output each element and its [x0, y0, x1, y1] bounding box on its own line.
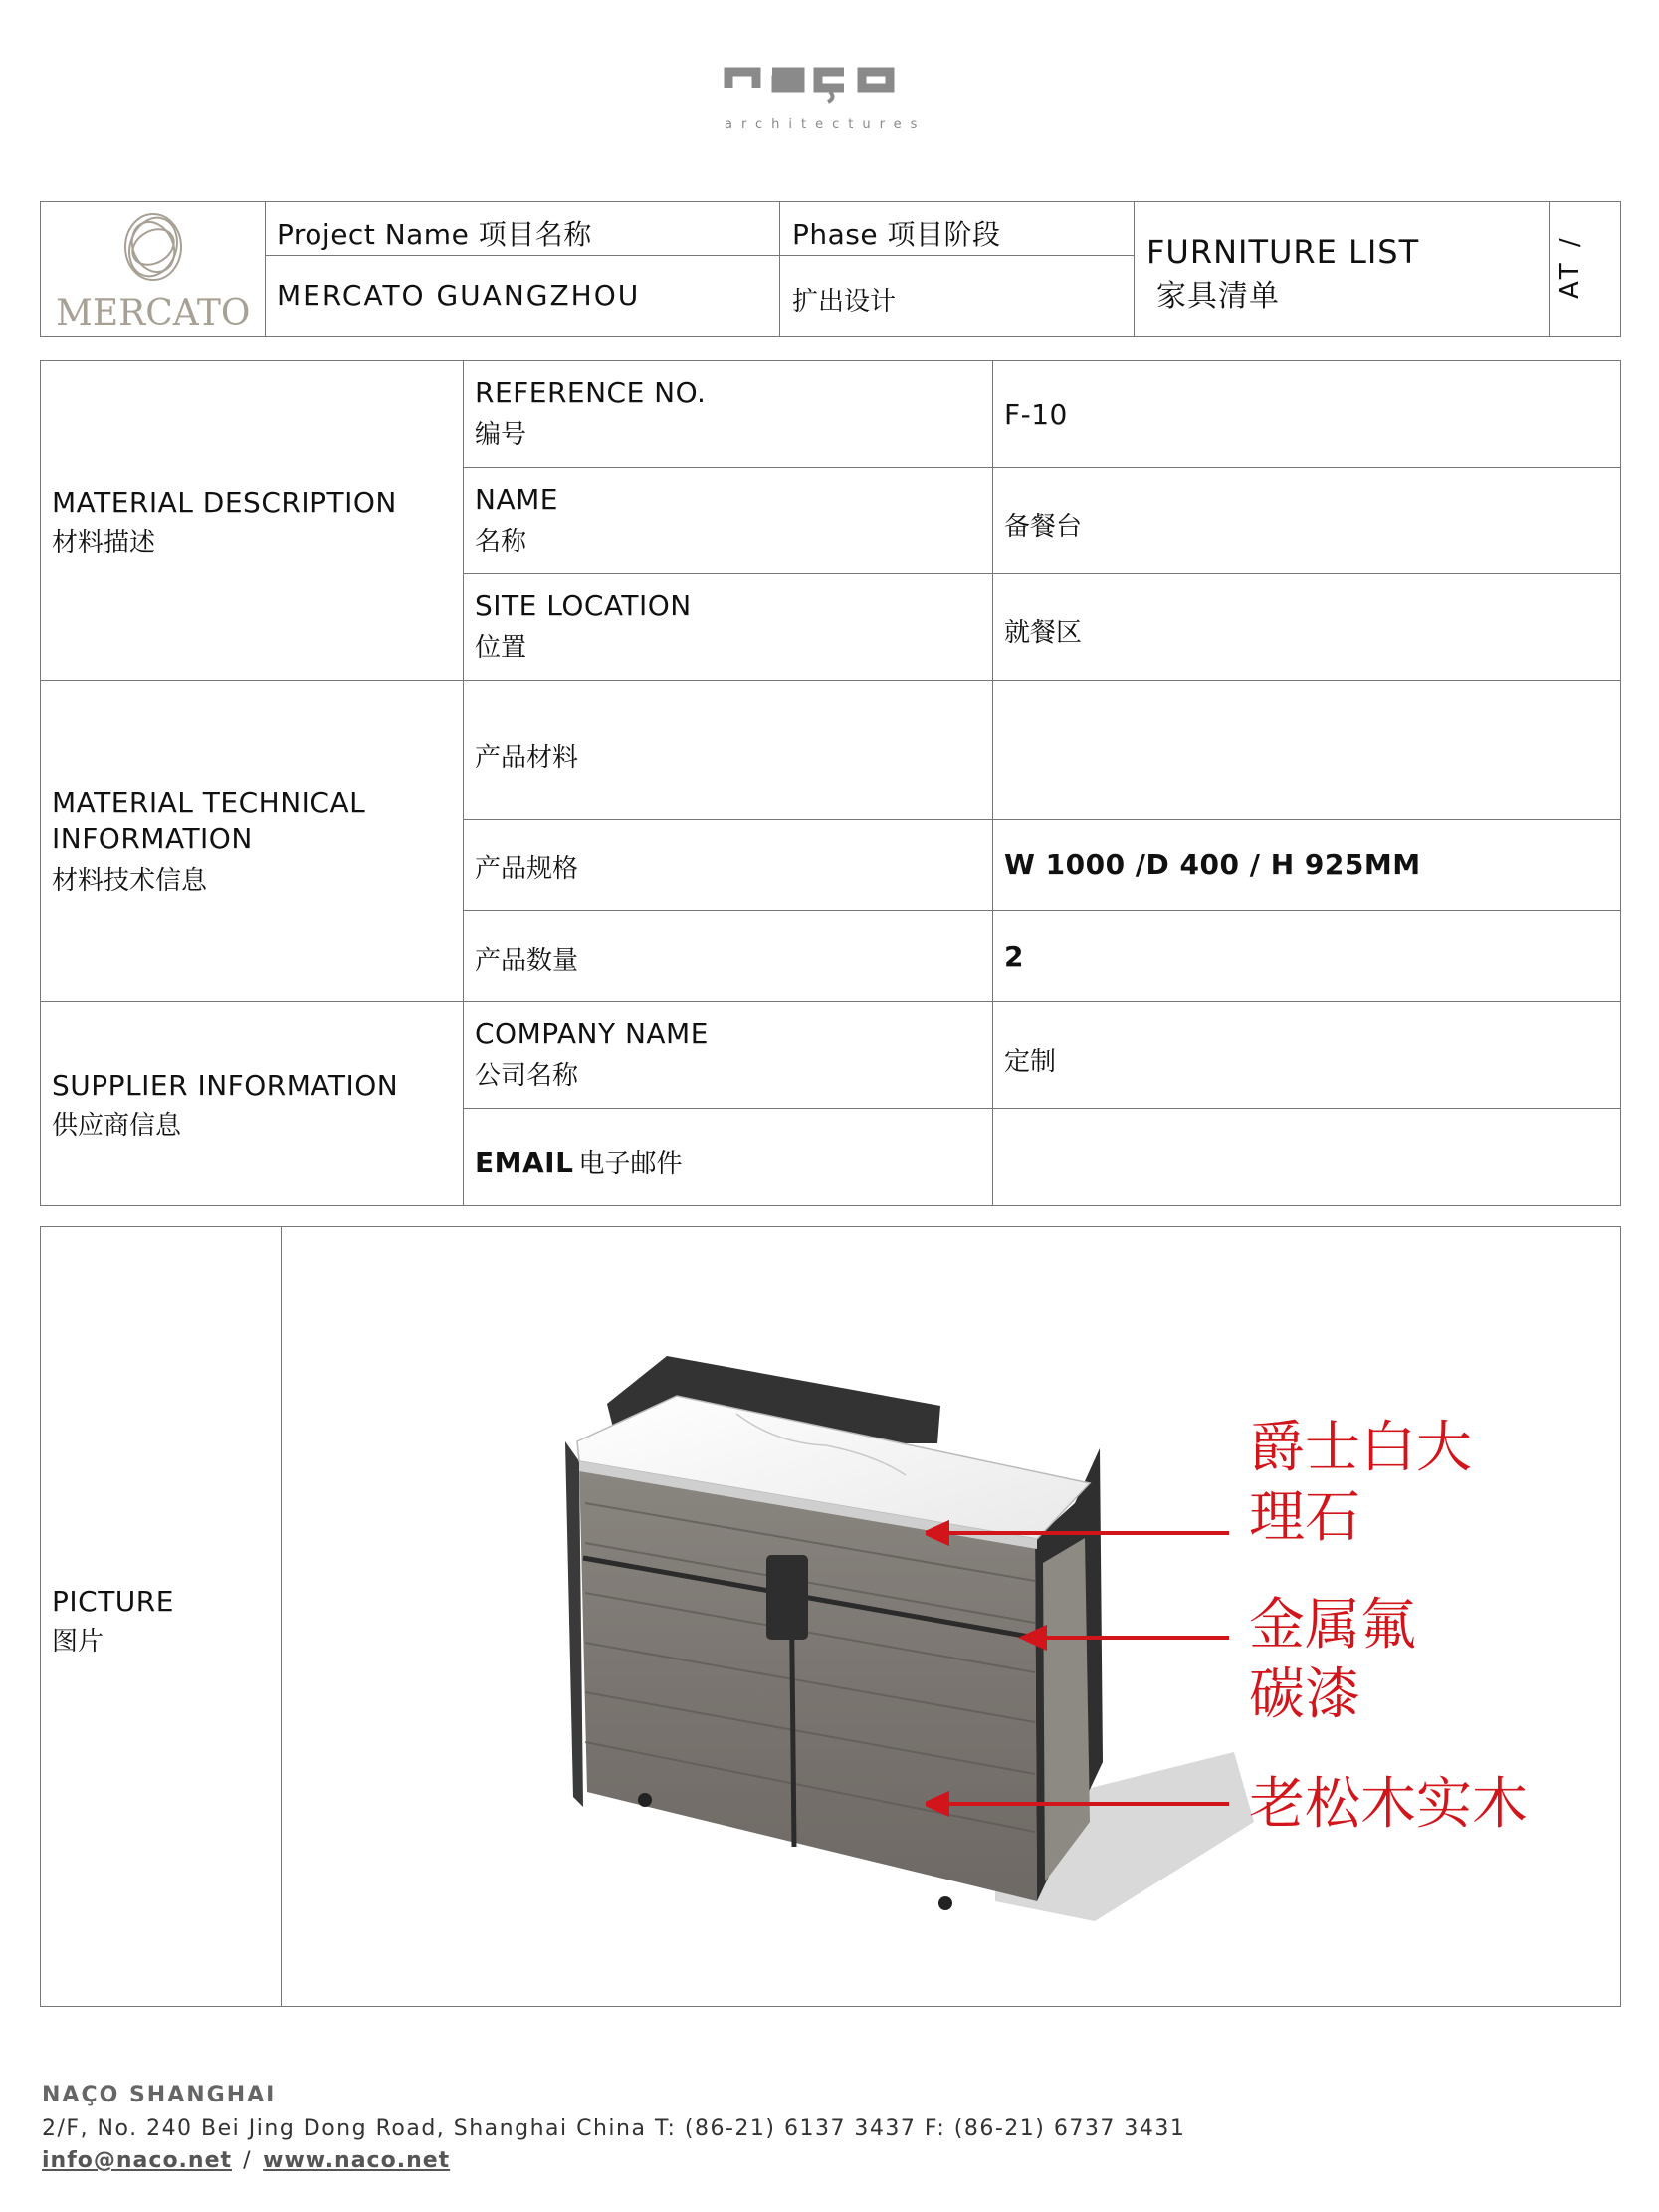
naco-tagline: architectures — [725, 117, 927, 132]
technical-info-label-line1: MATERIAL TECHNICAL — [52, 786, 366, 819]
product-spec-value: W 1000 /D 400 / H 925MM — [1004, 848, 1421, 881]
reference-no-label-cn: 编号 — [475, 420, 527, 450]
technical-info-label-cn: 材料技术信息 — [52, 866, 208, 896]
callout-pine-wood — [1249, 1770, 1528, 1840]
product-spec-label: 产品规格 — [475, 854, 579, 884]
callout-pine-wood-line1: 老松木实木 — [1249, 1772, 1528, 1837]
supplier-info-label-cn: 供应商信息 — [52, 1111, 182, 1141]
footer-website-link[interactable]: www.naco.net — [263, 2148, 451, 2173]
company-name-label-cn: 公司名称 — [475, 1061, 579, 1091]
phase-value: 扩出设计 — [792, 287, 897, 317]
reference-no-label: REFERENCE NO. — [475, 376, 707, 409]
naco-logo — [717, 48, 955, 132]
callout-metal-paint — [1249, 1591, 1416, 1730]
footer-office: NAÇO SHANGHAI — [42, 2083, 277, 2107]
callout-metal-paint-line1: 金属氟 — [1249, 1593, 1416, 1658]
site-location-label-cn: 位置 — [475, 633, 527, 663]
naco-brand-name — [717, 48, 719, 49]
callout-arrows — [926, 1493, 1244, 1822]
company-name-label: COMPANY NAME — [475, 1017, 709, 1050]
doc-title-cn: 家具清单 — [1156, 279, 1280, 314]
callout-marble-line1: 爵士白大 — [1249, 1416, 1472, 1480]
picture-label: PICTURE — [52, 1585, 174, 1618]
site-location-label: SITE LOCATION — [475, 589, 692, 622]
material-description-label-cn: 材料描述 — [52, 528, 156, 557]
phase-label: Phase 项目阶段 — [792, 218, 1001, 251]
material-description-label: MATERIAL DESCRIPTION — [52, 486, 397, 519]
product-quantity-label: 产品数量 — [475, 946, 579, 976]
footer-link-separator: / — [243, 2148, 253, 2173]
callout-marble — [1249, 1414, 1472, 1553]
company-name-value: 定制 — [1004, 1047, 1057, 1077]
naco-logo-mark — [717, 48, 955, 117]
supplier-info-label: SUPPLIER INFORMATION — [52, 1069, 399, 1102]
project-name-value: MERCATO GUANGZHOU — [277, 279, 641, 312]
product-quantity-value: 2 — [1004, 940, 1024, 973]
email-label: EMAIL — [475, 1146, 574, 1179]
footer-address: 2/F, No. 240 Bei Jing Dong Road, Shanghai China T: (86-21) 6137 3437 F: (86-21) 6737 3431 — [42, 2116, 1186, 2141]
name-value: 备餐台 — [1004, 512, 1083, 542]
name-label-cn: 名称 — [475, 527, 527, 556]
product-material-label: 产品材料 — [475, 743, 579, 773]
picture-label-cn: 图片 — [52, 1627, 104, 1657]
email-label-cn: 电子邮件 — [578, 1149, 683, 1179]
callout-marble-line2: 理石 — [1249, 1485, 1360, 1550]
mercato-wordmark: MERCATO — [56, 293, 251, 333]
doc-code: AT / — [1555, 234, 1585, 299]
site-location-value: 就餐区 — [1004, 618, 1083, 648]
callout-metal-paint-line2: 碳漆 — [1249, 1662, 1360, 1727]
mercato-logo — [46, 205, 261, 332]
footer-links — [42, 2148, 450, 2173]
footer-email-link[interactable]: info@naco.net — [42, 2148, 233, 2173]
technical-info-label-line2: INFORMATION — [52, 822, 253, 855]
name-label: NAME — [475, 483, 558, 516]
email-label-row — [475, 1143, 683, 1180]
project-name-label: Project Name 项目名称 — [277, 218, 592, 251]
doc-title: FURNITURE LIST — [1146, 233, 1420, 271]
reference-no-value: F-10 — [1004, 398, 1068, 431]
